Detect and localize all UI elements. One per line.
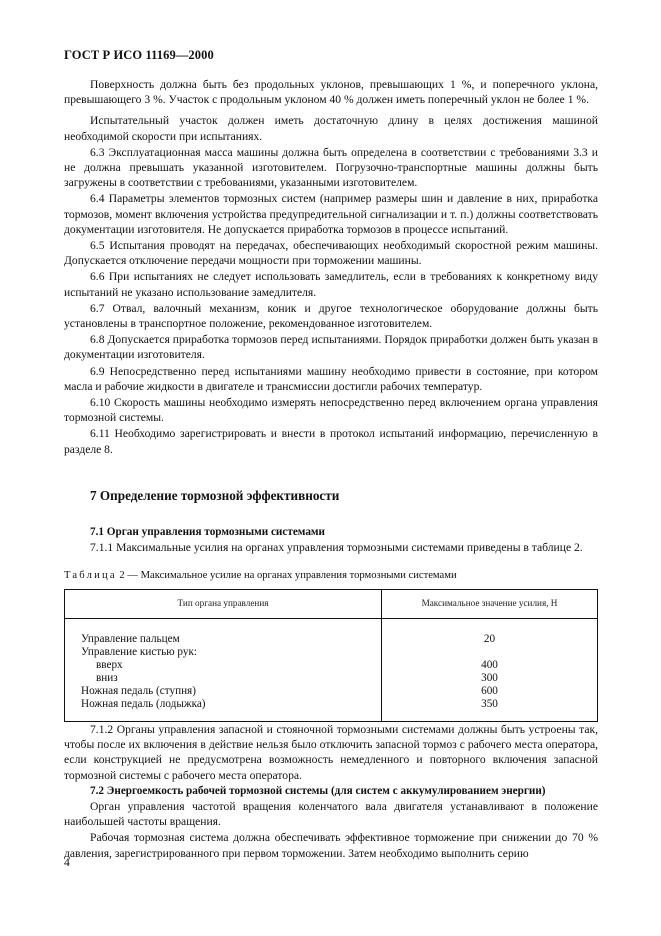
paragraph-6-6: 6.6 При испытаниях не следует использовать замедлитель, если в требованиях к конкретному виду испытаний не указано использование замедлителя. bbox=[64, 270, 598, 299]
table-row-value bbox=[382, 646, 597, 659]
paragraph-6-9: 6.9 Непосредственно перед испытаниями машину необходимо привести в состояние, при котором масла и рабочие жидкости в двигателе и трансмиссии достигли рабочих температур. bbox=[64, 364, 598, 393]
section-title: 7 Определение тормозной эффективности bbox=[90, 487, 340, 503]
paragraph: Испытательный участок должен иметь достаточную длину в целях достижения машиной необходимой скорости при испытаниях. bbox=[64, 114, 598, 143]
paragraph: Поверхность должна быть без продольных уклонов, превышающих 1 %, и поперечного уклона, превышающего 3 %. Участок с продольным уклоном 40 % должен иметь поперечный уклон не более 1 %. bbox=[64, 78, 598, 107]
paragraph-6-8: 6.8 Допускается приработка тормозов перед испытаниями. Порядок приработки должен быть указан в документации изготовителя. bbox=[64, 333, 598, 362]
table-row-value: 20 bbox=[483, 633, 496, 646]
table-caption bbox=[64, 569, 598, 583]
document-header: ГОСТ Р ИСО 11169—2000 bbox=[64, 48, 214, 62]
paragraph-6-3: 6.3 Эксплуатационная масса машины должна быть определена в соответствии с требованиями 3.3 и не должна превышать указанной изготовителем. Погрузочно-транспортные машины должны быть загружены в соответствии с требованиями, указанными изготовителем. bbox=[64, 145, 598, 190]
table-row-label: Управление пальцем bbox=[81, 633, 180, 646]
paragraph-7-1-1: 7.1.1 Максимальные усилия на органах управления тормозными системами приведены в таблице 2. bbox=[90, 540, 583, 554]
paragraph-6-11: 6.11 Необходимо зарегистрировать и внести в протокол испытаний информацию, перечисленную в разделе 8. bbox=[64, 427, 598, 456]
paragraph-6-7: 6.7 Отвал, валочный механизм, коник и другое технологическое оборудование должны быть установлены в транспортное положение, рекомендованное изготовителем. bbox=[64, 301, 598, 331]
subsection-title-7-2: 7.2 Энергоемкость рабочей тормозной системы (для систем с аккумулированием энергии) bbox=[90, 784, 546, 797]
table-row-value: 300 bbox=[481, 672, 498, 685]
table-header-max-force: Максимальное значение усилия, Н bbox=[382, 590, 598, 619]
subsection-title-7-1: 7.1 Орган управления тормозными системами bbox=[90, 525, 325, 538]
table-row-label: вверх bbox=[96, 659, 123, 672]
table-header-control-type: Тип органа управления bbox=[65, 590, 382, 619]
table-2 bbox=[64, 589, 598, 722]
page-number: 4 bbox=[64, 856, 70, 869]
table-row-value: 350 bbox=[481, 698, 498, 711]
table-row-label: Ножная педаль (ступня) bbox=[81, 685, 196, 698]
document-body bbox=[64, 77, 598, 861]
table-row-value: 400 bbox=[481, 659, 498, 672]
table-row-label: вниз bbox=[96, 672, 118, 685]
paragraph-6-4: 6.4 Параметры элементов тормозных систем (например размеры шин и давление в них, приработка тормозов, момент включения устройства предупредительной сигнализации и т. п.) должны соответствовать документации изготовителя. Не допускается приработка тормозов в процессе испытаний. bbox=[64, 192, 598, 236]
table-row-label: Управление кистью рук: bbox=[81, 646, 198, 659]
paragraph-6-10: 6.10 Скорость машины необходимо измерять непосредственно перед включением органа управления тормозной системы. bbox=[64, 396, 598, 425]
table-row-value: 600 bbox=[481, 685, 498, 698]
table-caption-word: Таблица bbox=[64, 570, 117, 582]
table-column-values bbox=[382, 619, 598, 722]
paragraph-7-1-2: 7.1.2 Органы управления запасной и стояночной тормозными системами должны быть устроены так, чтобы после их включения в действие нельзя было отключить запасной тормоз с рабочего места оператора, если конструкцией не предусмотрена возможность немедленного и повторного включения запасной тормозной системы с рабочего места оператора. bbox=[64, 723, 598, 782]
table-column-labels bbox=[65, 619, 382, 722]
table-caption-text: 2 — Максимальное усилие на органах управления тормозными системами bbox=[116, 570, 457, 582]
paragraph: Орган управления частотой вращения коленчатого вала двигателя устанавливают в положение наибольшей частоты вращения. bbox=[64, 799, 598, 829]
table-row-label: Ножная педаль (лодыжка) bbox=[81, 698, 206, 711]
paragraph: Рабочая тормозная система должна обеспечивать эффективное торможение при снижении до 70 % давления, зарегистрированного при первом торможении. Затем необходимо выполнить серию bbox=[64, 831, 598, 860]
paragraph-6-5: 6.5 Испытания проводят на передачах, обеспечивающих необходимый скоростной режим машины. Допускается отключение передачи мощности при торможении машины. bbox=[64, 239, 598, 268]
